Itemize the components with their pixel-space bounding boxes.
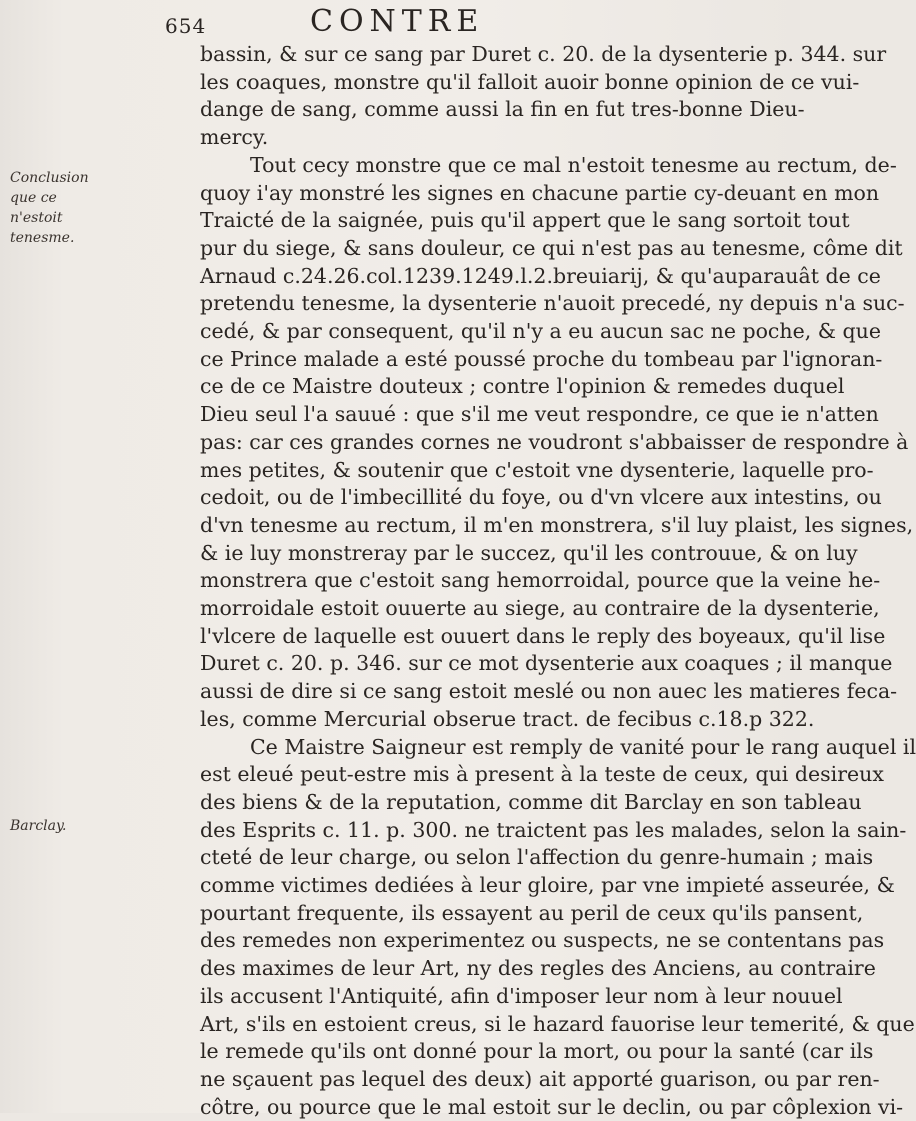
text-line: pur du siege, & sans douleur, ce qui n'est pas au tenesme, côme dit <box>200 235 903 260</box>
text-line: Tout cecy monstre que ce mal n'estoit tenesme au rectum, de- <box>250 152 897 177</box>
text-line: des biens & de la reputation, comme dit Barclay en son tableau <box>200 789 862 814</box>
text-line: & ie luy monstreray par le succez, qu'il les controuue, & on luy <box>200 540 858 565</box>
text-line: morroidale estoit ouuerte au siege, au contraire de la dysenterie, <box>200 596 880 620</box>
text-line: monstrera que c'estoit sang hemorroidal, pource que la veine he- <box>200 568 881 593</box>
text-line: Traicté de la saignée, puis qu'il appert que le sang sortoit tout <box>200 208 850 233</box>
text-line: les, comme Mercurial obserue tract. de fecibus c.18.p 322. <box>200 706 815 731</box>
text-line: d'vn tenesme au rectum, il m'en monstrera, s'il luy plaist, les signes, <box>200 512 914 537</box>
text-line: dange de sang, comme aussi la fin en fut tres-bonne Dieu- <box>200 97 805 122</box>
text-line: des maximes de leur Art, ny des regles des Anciens, au contraire <box>200 956 876 981</box>
text-line: Dieu seul l'a sauué : que s'il me veut respondre, ce que ie n'atten <box>200 402 879 427</box>
text-line: mercy. <box>200 125 269 150</box>
text-line: ils accusent l'Antiquité, afin d'imposer leur nom à leur nouuel <box>200 983 843 1008</box>
text-line: cedoit, ou de l'imbecillité du foye, ou d'vn vlcere aux intestins, ou <box>200 485 882 510</box>
text-line: cedé, & par consequent, qu'il n'y a eu aucun sac ne poche, & que <box>200 319 882 343</box>
text-line: ce Prince malade a esté poussé proche du tombeau par l'ignoran- <box>200 346 883 371</box>
text-line: des remedes non experimentez ou suspects, ne se contentans pas <box>200 928 885 953</box>
text-line: des Esprits c. 11. p. 300. ne traictent pas les malades, selon la sain- <box>200 817 907 842</box>
text-line: comme victimes dediées à leur gloire, par vne impieté asseurée, & <box>200 873 895 897</box>
text-line: Arnaud c.24.26.col.1239.1249.l.2.breuiarij, & qu'auparauât de ce <box>200 263 881 288</box>
text-line: Art, s'ils en estoient creus, si le hazard fauorise leur temerité, & que <box>200 1011 915 1036</box>
text-line: les coaques, monstre qu'il falloit auoir bonne opinion de ce vui- <box>200 69 860 94</box>
text-line: cteté de leur charge, ou selon l'affection du genre-humain ; mais <box>200 845 874 870</box>
text-line: Duret c. 20. p. 346. sur ce mot dysenterie aux coaques ; il manque <box>200 651 893 676</box>
text-line: pretendu tenesme, la dysenterie n'auoit precedé, ny depuis n'a suc- <box>200 291 905 316</box>
text-line: bassin, & sur ce sang par Duret c. 20. de la dysenterie p. 344. sur <box>200 42 887 66</box>
text-line: ce de ce Maistre douteux ; contre l'opinion & remedes duquel <box>200 374 845 399</box>
text-line: est eleué peut-estre mis à present à la teste de ceux, qui desireux <box>200 762 884 787</box>
text-line: aussi de dire si ce sang estoit meslé ou non auec les matieres feca- <box>200 679 898 704</box>
text-line: le remede qu'ils ont donné pour la mort, ou pour la santé (car ils <box>200 1039 874 1064</box>
text-line: mes petites, & soutenir que c'estoit vne dysenterie, laquelle pro- <box>200 457 874 482</box>
margin-note-conclusion: Conclusion que ce n'estoit tenesme. <box>10 170 89 246</box>
page-number: 654 <box>165 14 207 38</box>
text-line: quoy i'ay monstré les signes en chacune partie cy-deuant en mon <box>200 180 880 205</box>
margin-note-barclay: Barclay. <box>10 818 67 834</box>
text-line: Ce Maistre Saigneur est remply de vanité pour le rang auquel il <box>250 734 916 759</box>
running-head: CONTRE <box>310 4 485 39</box>
text-line: pas: car ces grandes cornes ne voudront s'abbaisser de respondre à <box>200 429 909 454</box>
text-line: côtre, ou pource que le mal estoit sur le declin, ou par côplexion vi- <box>200 1094 904 1119</box>
text-line: ne sçauent pas lequel des deux) ait apporté guarison, ou par ren- <box>200 1066 880 1091</box>
text-line: pourtant frequente, ils essayent au peril de ceux qu'ils pansent, <box>200 900 864 925</box>
text-line: l'vlcere de laquelle est ouuert dans le reply des boyeaux, qu'il lise <box>200 623 886 648</box>
